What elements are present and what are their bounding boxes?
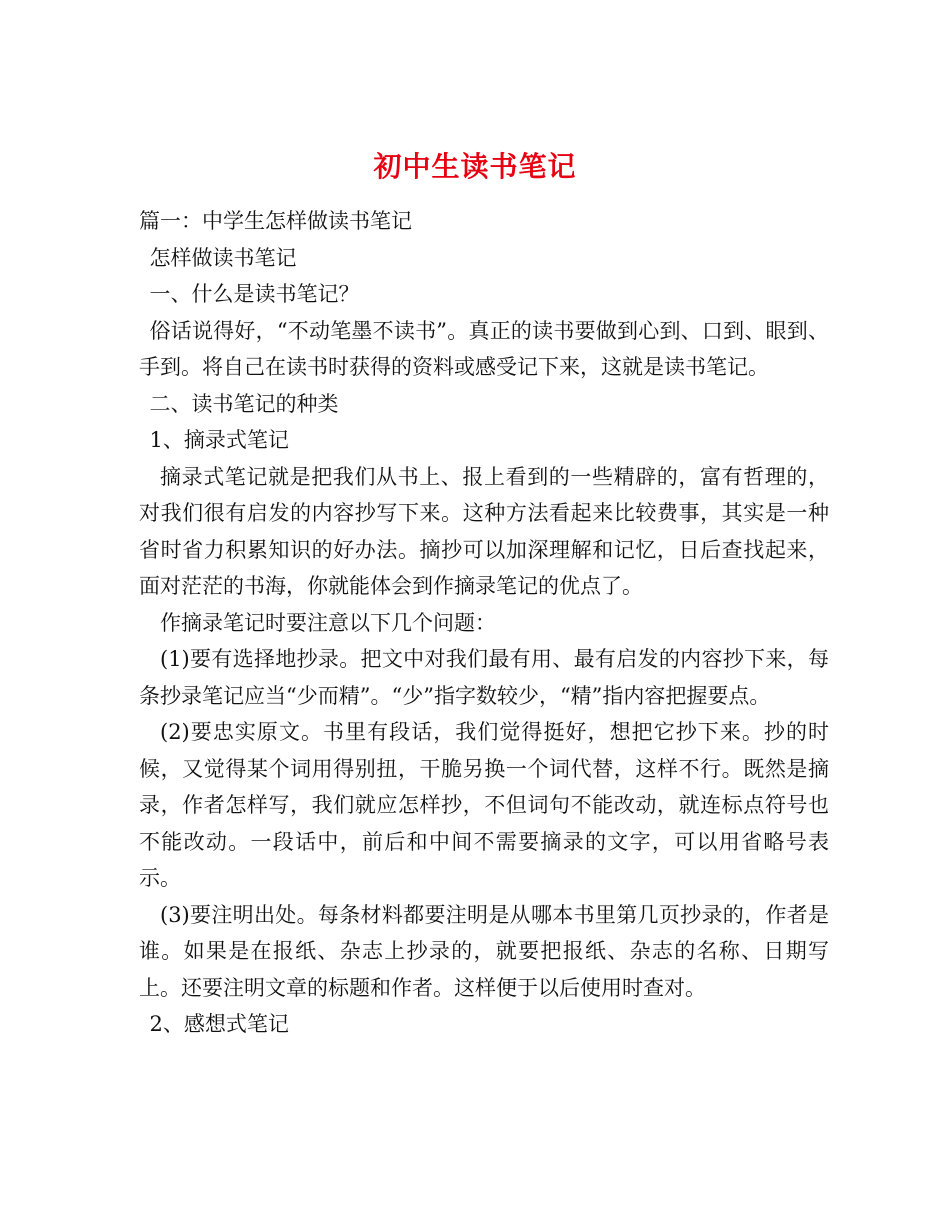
paragraph-point-1: (1)要有选择地抄录。把文中对我们最有用、最有启发的内容抄下来，每条抄录笔记应当“少而精”。“少”指字数较少，“精”指内容把握要点。 xyxy=(139,647,829,708)
subheading-how-to: 怎样做读书笔记 xyxy=(149,245,297,270)
paragraph-excerpt-description: 摘录式笔记就是把我们从书上、报上看到的一些精辟的，富有哲理的，对我们很有启发的内容抄写下来。这种方法看起来比较费事，其实是一种省时省力积累知识的好办法。摘抄可以加深理解和记忆，日后查找起来，面对茫茫的书海，你就能体会到作摘录笔记的优点了。 xyxy=(139,464,829,598)
paragraph-excerpt-notes-intro: 作摘录笔记时要注意以下几个问题： xyxy=(160,610,496,635)
paragraph-point-3: (3)要注明出处。每条材料都要注明是从哪本书里第几页抄录的，作者是谁。如果是在报纸、杂志上抄录的，就要把报纸、杂志的名称、日期写上。还要注明文章的标题和作者。这样便于以后使用时查对。 xyxy=(139,902,829,1000)
paragraph-point-2: (2)要忠实原文。书里有段话，我们觉得挺好，想把它抄下来。抄的时候，又觉得某个词用得别扭，干脆另换一个词代替，这样不行。既然是摘录，作者怎样写，我们就应怎样抄，不但词句不能改动，就连标点符号也不能改动。一段话中，前后和中间不需要摘录的文字，可以用省略号表示。 xyxy=(139,720,829,890)
heading-reflection-notes: 2、感想式笔记 xyxy=(149,1012,289,1036)
document-body xyxy=(139,203,829,1043)
document-title: 初中生读书笔记 xyxy=(373,149,577,183)
heading-what-is: 一、什么是读书笔记？ xyxy=(149,282,360,306)
heading-types: 二、读书笔记的种类 xyxy=(149,391,339,416)
section-heading-part-one: 篇一：中学生怎样做读书笔记 xyxy=(139,209,412,233)
heading-excerpt-notes: 1、摘录式笔记 xyxy=(149,428,289,452)
paragraph-definition: 俗话说得好，“不动笔墨不读书”。真正的读书要做到心到、口到、眼到、手到。将自己在读书时获得的资料或感受记下来，这就是读书笔记。 xyxy=(139,318,829,379)
